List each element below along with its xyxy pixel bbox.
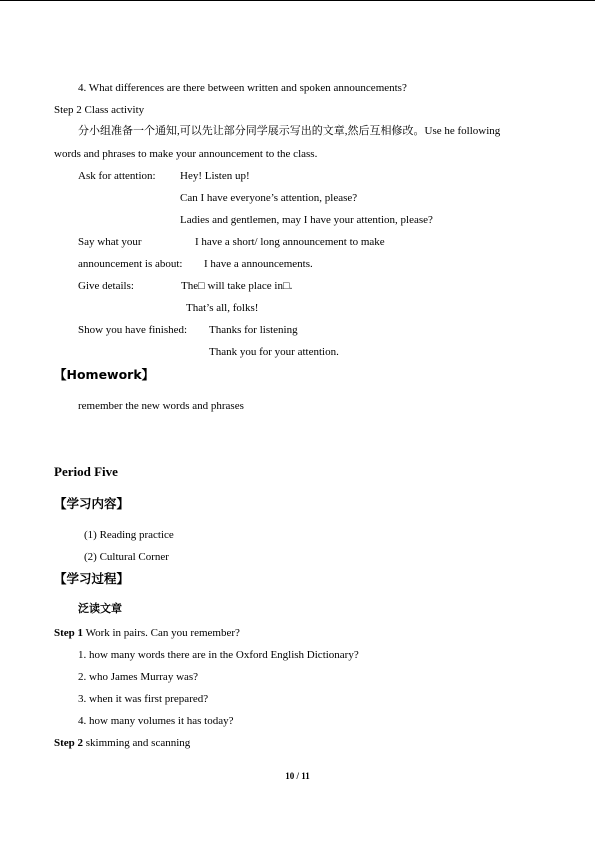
about-phrase-1: I have a announcements.	[204, 258, 313, 270]
step-1-line	[54, 626, 240, 640]
step-2-label: Step 2	[54, 737, 84, 749]
homework-text: remember the new words and phrases	[78, 400, 244, 412]
ask-phrase-2: Can I have everyone’s attention, please?	[180, 192, 358, 204]
ask-attention-label: Ask for attention:	[78, 170, 156, 182]
reading-question-4: 4. how many volumes it has today?	[78, 715, 234, 727]
ask-phrase-1: Hey! Listen up!	[180, 170, 250, 182]
give-phrase-2: That’s all, folks!	[186, 302, 259, 314]
reading-question-2: 2. who James Murray was?	[78, 671, 199, 683]
say-what-label: Say what your	[78, 236, 142, 248]
reading-question-3: 3. when it was first prepared?	[78, 693, 209, 705]
step-2-heading: Step 2 Class activity	[54, 104, 145, 116]
question-4: 4. What differences are there between written and spoken announcements?	[78, 82, 407, 94]
ask-phrase-3: Ladies and gentlemen, may I have your attention, please?	[180, 214, 433, 226]
page-top-rule	[0, 0, 595, 1]
give-details-label: Give details:	[78, 280, 134, 292]
extensive-reading-subheading: 泛读文章	[78, 602, 122, 615]
task-instruction-en: words and phrases to make your announcement to the class.	[54, 148, 318, 160]
step-2-skimming-line	[54, 736, 190, 750]
page-number: 10 / 11	[285, 771, 310, 781]
period-title: Period Five	[54, 464, 118, 479]
content-item-2: (2) Cultural Corner	[84, 551, 169, 563]
homework-heading: 【Homework】	[54, 367, 155, 382]
step-2-text: skimming and scanning	[83, 737, 191, 749]
show-phrase-1: Thanks for listening	[209, 324, 298, 336]
content-item-1: (1) Reading practice	[84, 529, 174, 541]
announcement-about-label: announcement is about:	[78, 258, 183, 270]
task-instruction-cn: 分小组准备一个通知,可以先让部分同学展示写出的文章,然后互相修改。Use he following	[78, 125, 501, 137]
learning-process-heading: 【学习过程】	[54, 571, 130, 586]
step-1-label: Step 1	[54, 627, 84, 639]
say-phrase-1: I have a short/ long announcement to make	[195, 236, 385, 248]
step-1-text: Work in pairs. Can you remember?	[83, 627, 240, 639]
show-phrase-2: Thank you for your attention.	[209, 346, 339, 358]
show-finished-label: Show you have finished:	[78, 324, 188, 336]
learning-content-heading: 【学习内容】	[54, 496, 130, 511]
reading-question-1: 1. how many words there are in the Oxford English Dictionary?	[78, 649, 359, 661]
give-phrase-1: The□ will take place in□.	[181, 280, 293, 292]
